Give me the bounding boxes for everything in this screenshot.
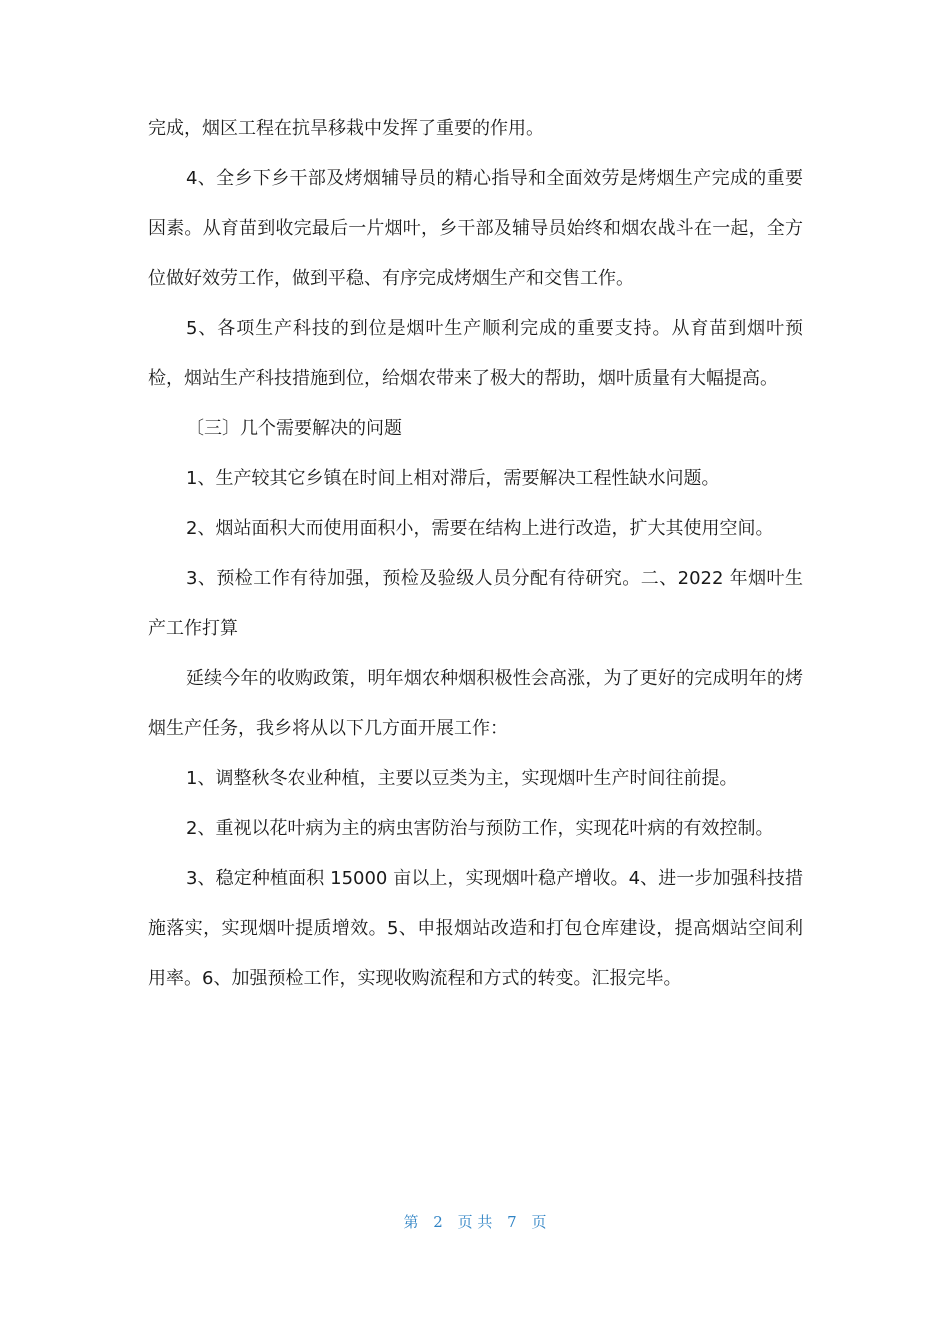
paragraph-10: 2、重视以花叶病为主的病虫害防治与预防工作，实现花叶病的有效控制。 bbox=[186, 818, 774, 839]
paragraph-5: 1、生产较其它乡镇在时间上相对滞后，需要解决工程性缺水问题。 bbox=[186, 468, 720, 489]
page-footer bbox=[0, 1211, 950, 1232]
footer-middle: 页 共 bbox=[457, 1213, 493, 1231]
paragraph-1: 完成，烟区工程在抗旱移栽中发挥了重要的作用。 bbox=[148, 118, 544, 139]
paragraph-11: 3、稳定种植面积 15000 亩以上，实现烟叶稳产增收。4、进一步加强科技措施落实，实现烟叶提质增效。5、申报烟站改造和打包仓库建设，提高烟站空间利用率。6、加强预检工作，实现收购流程和方式的转变。汇报完毕。 bbox=[148, 868, 803, 989]
section-heading: 〔三〕几个需要解决的问题 bbox=[186, 418, 402, 439]
footer-page-number: 2 bbox=[433, 1213, 443, 1231]
footer-suffix: 页 bbox=[531, 1213, 547, 1231]
document-body bbox=[148, 104, 803, 1004]
paragraph-3: 5、各项生产科技的到位是烟叶生产顺利完成的重要支持。从育苗到烟叶预检，烟站生产科技措施到位，给烟农带来了极大的帮助，烟叶质量有大幅提高。 bbox=[148, 318, 803, 389]
footer-prefix: 第 bbox=[403, 1213, 419, 1231]
paragraph-9: 1、调整秋冬农业种植，主要以豆类为主，实现烟叶生产时间往前提。 bbox=[186, 768, 738, 789]
paragraph-2: 4、全乡下乡干部及烤烟辅导员的精心指导和全面效劳是烤烟生产完成的重要因素。从育苗到收完最后一片烟叶，乡干部及辅导员始终和烟农战斗在一起，全方位做好效劳工作，做到平稳、有序完成烤烟生产和交售工作。 bbox=[148, 168, 803, 289]
paragraph-6: 2、烟站面积大而使用面积小，需要在结构上进行改造，扩大其使用空间。 bbox=[186, 518, 774, 539]
paragraph-8: 延续今年的收购政策，明年烟农种烟积极性会高涨，为了更好的完成明年的烤烟生产任务，我乡将从以下几方面开展工作： bbox=[148, 668, 803, 739]
footer-total-pages: 7 bbox=[507, 1213, 517, 1231]
paragraph-7: 3、预检工作有待加强，预检及验级人员分配有待研究。二、2022 年烟叶生产工作打算 bbox=[148, 568, 803, 639]
